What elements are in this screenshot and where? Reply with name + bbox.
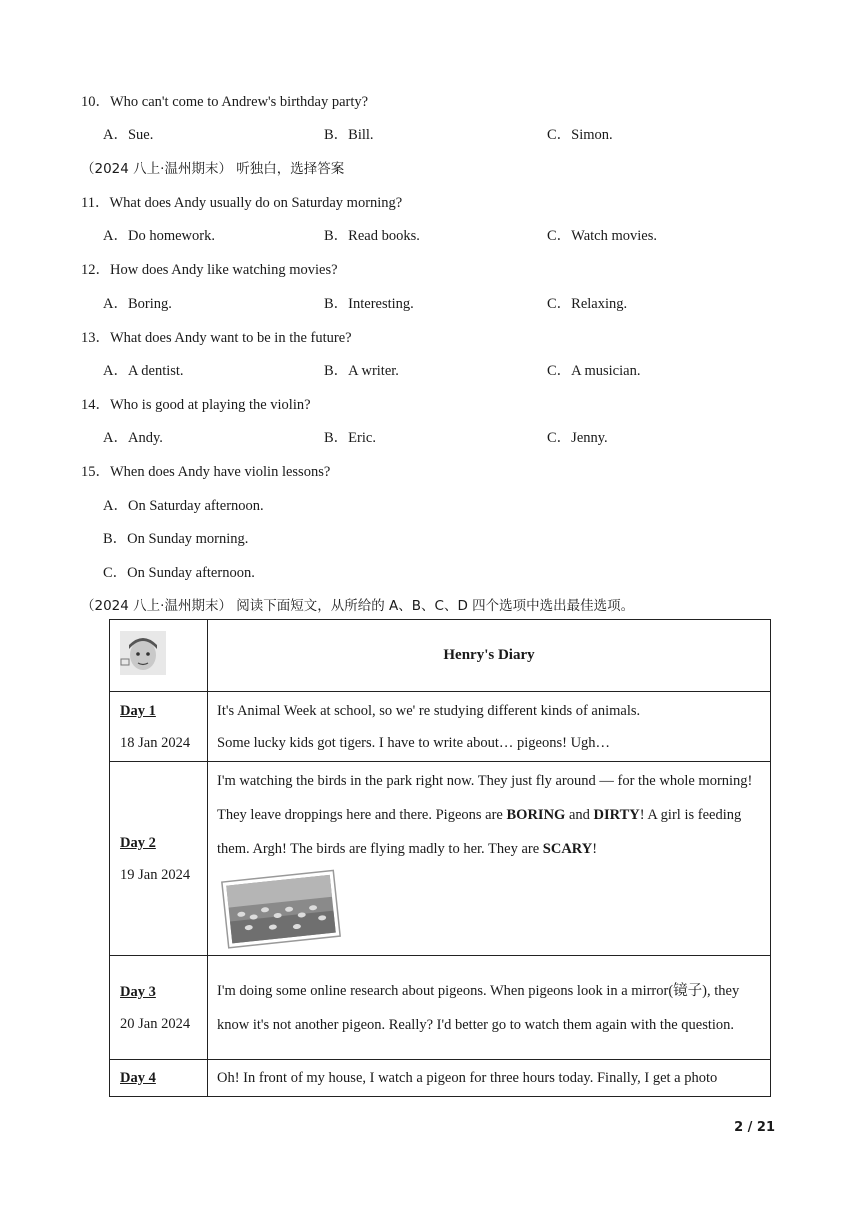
q11-option-a: A．Do homework.	[103, 228, 215, 244]
q14-option-b: B．Eric.	[324, 430, 376, 446]
q12-option-b: B．Interesting.	[324, 296, 414, 312]
day2-text	[217, 764, 762, 866]
day3-text-cell: I'm doing some online research about pigeons. When pigeons look in a mirror(镜子), they know it's not another pigeon. Really? I'd better go to watch them again with the question.	[208, 956, 771, 1060]
q13-option-c: C．A musician.	[547, 363, 641, 379]
boy-portrait-image	[120, 631, 166, 675]
section-header-reading: （2024 八上·温州期末） 阅读下面短文，从所给的 A、B、C、D 四个选项中选出最佳选项。	[81, 598, 635, 614]
day4-text-cell: Oh! In front of my house, I watch a pigeon for three hours today. Finally, I get a photo	[208, 1060, 771, 1097]
question-15-stem: 15．When does Andy have violin lessons?	[81, 464, 331, 480]
q10-option-b: B．Bill.	[324, 127, 374, 143]
scary-word: SCARY	[542, 841, 593, 857]
q12-option-c: C．Relaxing.	[547, 296, 628, 312]
page-number: 2 / 21	[734, 1120, 775, 1135]
q15-option-a: A．On Saturday afternoon.	[103, 498, 264, 514]
question-11-stem: 11．What does Andy usually do on Saturday morning?	[81, 195, 403, 211]
day1-cell	[110, 692, 208, 762]
q14-option-c: C．Jenny.	[547, 430, 608, 446]
section-header-listening: （2024 八上·温州期末） 听独白，选择答案	[81, 161, 345, 177]
day2-cell	[110, 762, 208, 956]
day1-text-cell	[208, 692, 771, 762]
day1-text-line-1: It's Animal Week at school, so we' re studying different kinds of animals.	[217, 702, 641, 719]
question-13-stem: 13．What does Andy want to be in the future?	[81, 330, 352, 346]
day1-label: Day 1	[120, 702, 156, 719]
day4-cell	[110, 1060, 208, 1097]
dirty-word: DIRTY	[593, 807, 640, 823]
question-10-stem: 10．Who can't come to Andrew's birthday party?	[81, 94, 369, 110]
pigeons-photo	[217, 868, 347, 950]
q12-option-a: A．Boring.	[103, 296, 172, 312]
day4-label: Day 4	[120, 1069, 156, 1086]
day2-label: Day 2	[120, 834, 156, 851]
q15-option-b: B．On Sunday morning.	[103, 531, 249, 547]
boring-word: BORING	[506, 807, 566, 823]
question-14-stem: 14．Who is good at playing the violin?	[81, 397, 311, 413]
day2-and: and	[565, 807, 594, 823]
q14-option-a: A．Andy.	[103, 430, 163, 446]
diary-table	[109, 619, 771, 1097]
day3-label: Day 3	[120, 983, 156, 1000]
day2-text-cell	[208, 762, 771, 956]
question-12-stem: 12．How does Andy like watching movies?	[81, 262, 338, 278]
day2-text-part-1: I'm watching the birds in the park right now. They just fly around — for the whole morning! They leave droppings here and there. Pigeons are	[217, 773, 753, 823]
q11-option-b: B．Read books.	[324, 228, 420, 244]
day2-date: 19 Jan 2024	[120, 866, 191, 883]
diary-title: Henry's Diary	[208, 620, 771, 692]
q13-option-a: A．A dentist.	[103, 363, 184, 379]
q15-option-c: C．On Sunday afternoon.	[103, 565, 255, 581]
day1-date: 18 Jan 2024	[120, 734, 191, 751]
day2-text-part-2: ! A girl is feeding them. Argh! The birds are flying madly to her. They are	[217, 807, 742, 857]
day1-text-line-2: Some lucky kids got tigers. I have to write about… pigeons! Ugh…	[217, 734, 611, 751]
diary-avatar-cell	[110, 620, 208, 692]
day3-date: 20 Jan 2024	[120, 1015, 191, 1032]
q10-option-c: C．Simon.	[547, 127, 613, 143]
q10-option-a: A．Sue.	[103, 127, 154, 143]
day2-end: !	[592, 841, 598, 857]
q13-option-b: B．A writer.	[324, 363, 399, 379]
q11-option-c: C．Watch movies.	[547, 228, 657, 244]
day3-cell	[110, 956, 208, 1060]
